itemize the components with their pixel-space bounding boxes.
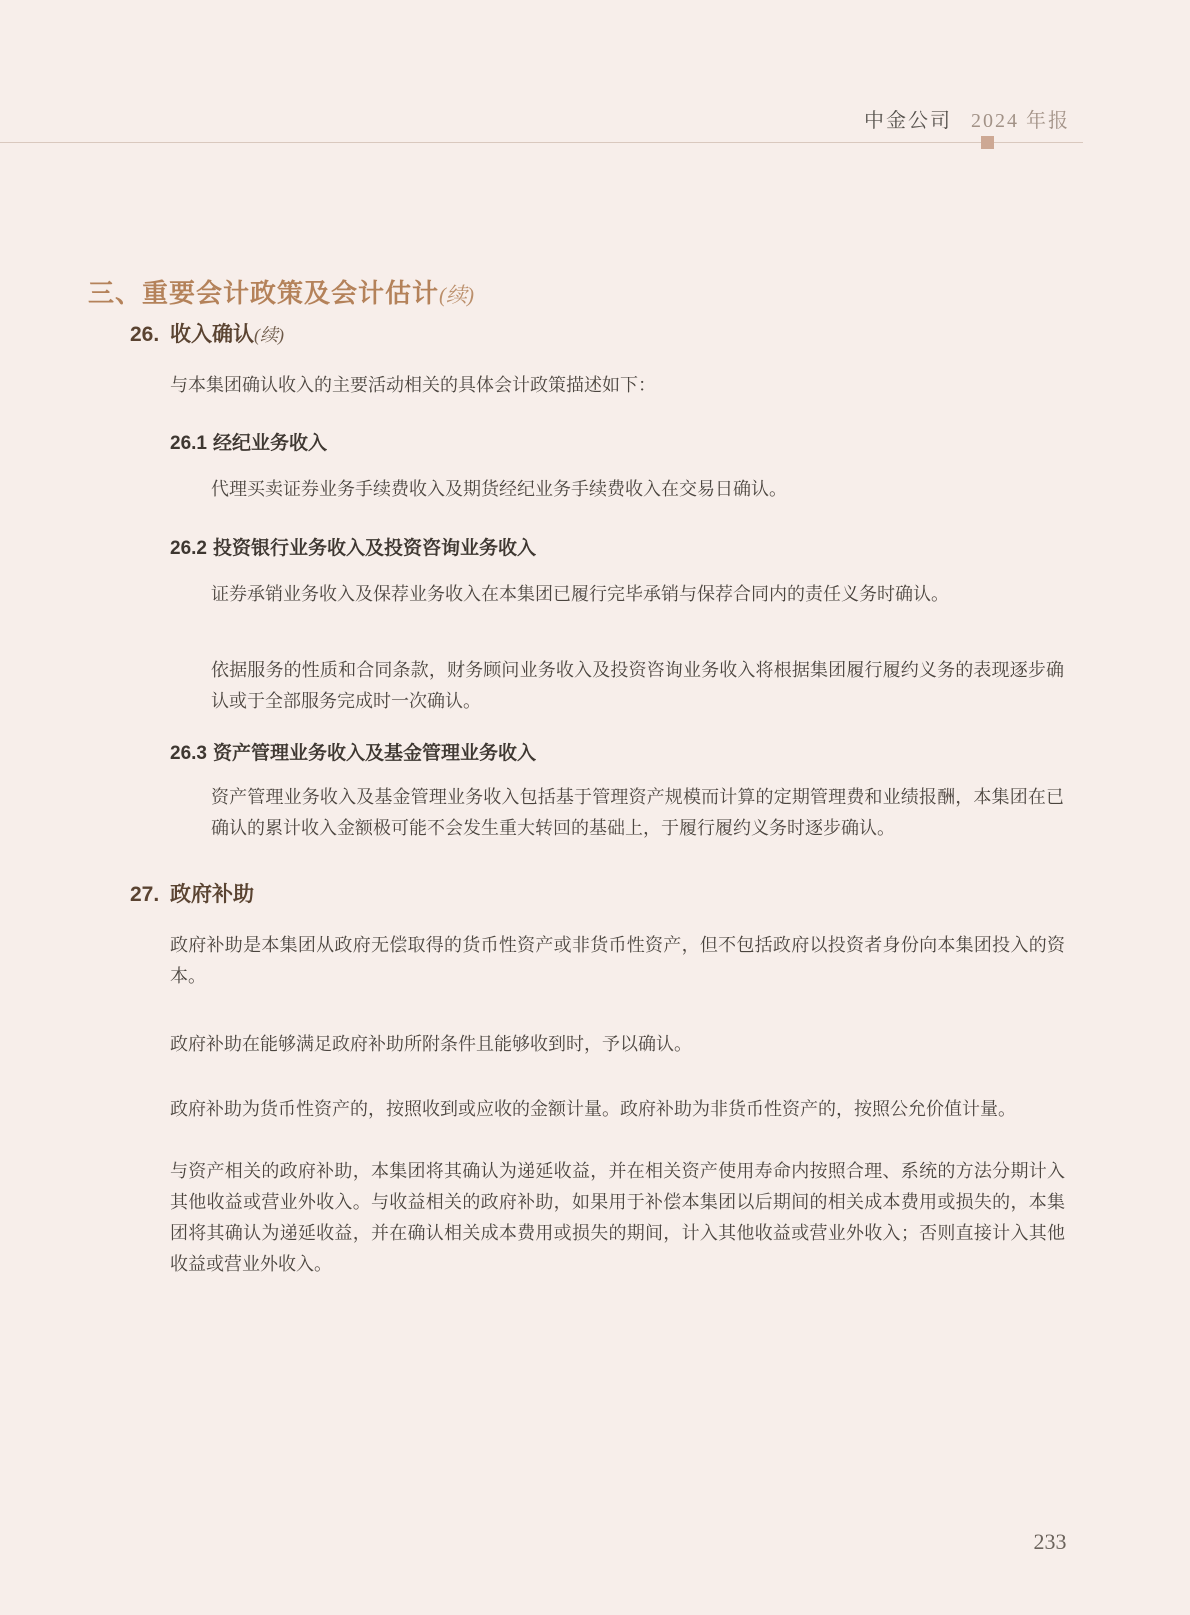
- header-company-name: 中金公司: [864, 110, 952, 132]
- chapter-continued-mark: (续): [439, 283, 475, 307]
- subsection-26-3-number: 26.3: [170, 743, 207, 764]
- subsection-26-2-paragraph-2: 依据服务的性质和合同条款，财务顾问业务收入及投资咨询业务收入将根据集团履行履约义务的表现逐步确认或于全部服务完成时一次确认。: [211, 660, 1064, 711]
- section-27-heading: [130, 882, 1190, 908]
- section-27-number: 27.: [130, 883, 160, 906]
- chapter-title-text: 三、重要会计政策及会计估计: [88, 278, 440, 308]
- subsection-26-2-title: 投资银行业务收入及投资咨询业务收入: [212, 538, 536, 559]
- page-header: [0, 104, 1070, 133]
- page-number: 233: [1033, 1529, 1067, 1554]
- section-27-title: 政府补助: [170, 883, 254, 906]
- section-26-title: 收入确认: [170, 323, 254, 346]
- section-27-paragraph-2: 政府补助在能够满足政府补助所附条件且能够收到时，予以确认。: [170, 1034, 692, 1054]
- subsection-26-3-paragraph: 资产管理业务收入及基金管理业务收入包括基于管理资产规模而计算的定期管理费和业绩报酬，本集团在已确认的累计收入金额极可能不会发生重大转回的基础上，于履行履约义务时逐步确认。: [211, 787, 1064, 838]
- subsection-26-1-heading: [170, 432, 1190, 456]
- subsection-26-1-paragraph: 代理买卖证券业务手续费收入及期货经纪业务手续费收入在交易日确认。: [211, 479, 787, 499]
- section-27-paragraph-1: 政府补助是本集团从政府无偿取得的货币性资产或非货币性资产，但不包括政府以投资者身份向本集团投入的资本。: [170, 935, 1065, 986]
- subsection-26-3-title: 资产管理业务收入及基金管理业务收入: [212, 743, 536, 764]
- section-27-paragraph-3: 政府补助为货币性资产的，按照收到或应收的金额计量。政府补助为非货币性资产的，按照公允价值计量。: [170, 1099, 1016, 1119]
- subsection-26-1-title: 经纪业务收入: [212, 433, 327, 454]
- section-26-intro-paragraph: 与本集团确认收入的主要活动相关的具体会计政策描述如下：: [170, 375, 656, 395]
- subsection-26-3-heading: [170, 742, 1190, 766]
- subsection-26-2-heading: [170, 537, 1190, 561]
- header-report-year: 2024 年报: [971, 110, 1070, 132]
- header-square-marker: [981, 136, 994, 149]
- section-27-paragraph-4: 与资产相关的政府补助，本集团将其确认为递延收益，并在相关资产使用寿命内按照合理、系统的方法分期计入其他收益或营业外收入。与收益相关的政府补助，如果用于补偿本集团以后期间的相关成本费用或损失的，本集团将其确认为递延收益，并在确认相关成本费用或损失的期间，计入其他收益或营业外收入；否则直接计入其他收益或营业外收入。: [170, 1161, 1065, 1274]
- subsection-26-1-number: 26.1: [170, 433, 207, 454]
- subsection-26-2-number: 26.2: [170, 538, 207, 559]
- section-26-heading: [130, 322, 1190, 348]
- subsection-26-2-paragraph-1: 证券承销业务收入及保荐业务收入在本集团已履行完毕承销与保荐合同内的责任义务时确认。: [211, 584, 949, 604]
- section-26-continued-mark: (续): [254, 325, 284, 345]
- header-rule-line: [0, 142, 1083, 143]
- chapter-title: [88, 278, 1190, 310]
- section-26-number: 26.: [130, 323, 160, 346]
